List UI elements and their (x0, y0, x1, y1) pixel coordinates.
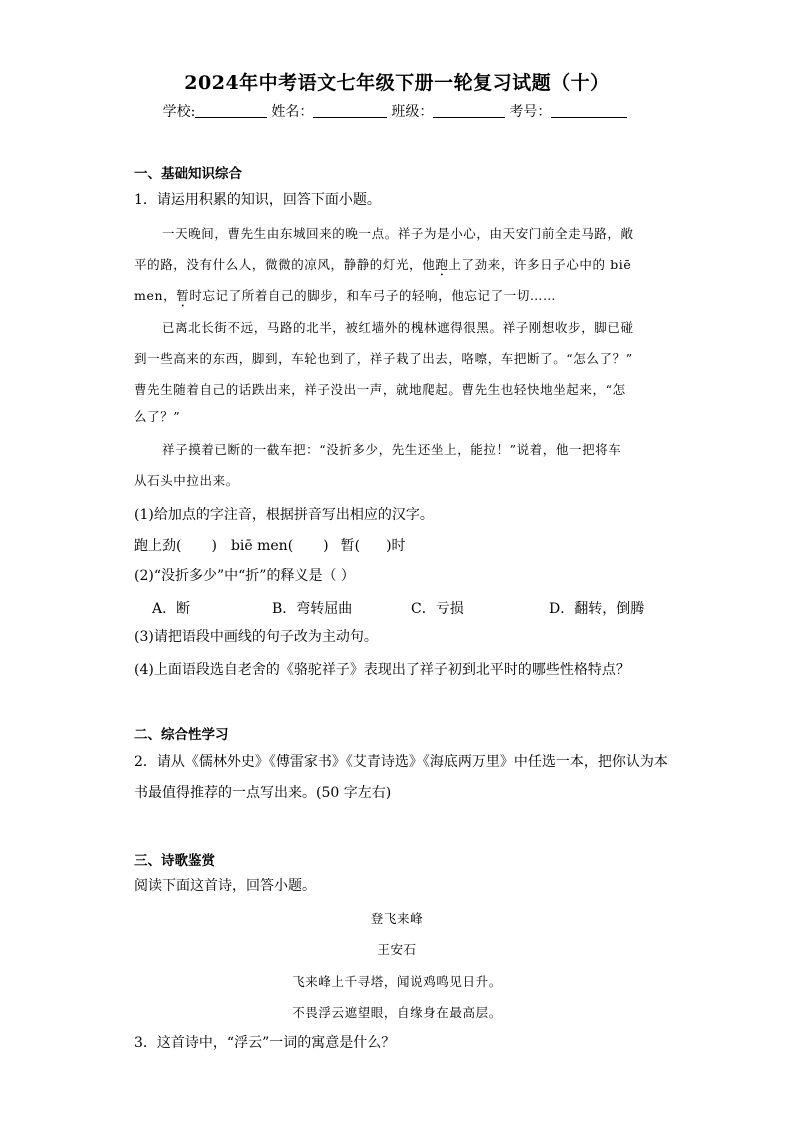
poem-line: 不畏浮云遮望眼，自缘身在最高层。 (292, 1005, 502, 1020)
section-heading-1: 一、基础知识综合 (134, 166, 242, 182)
fill-in-row (134, 536, 406, 556)
option-c[interactable]: C．亏损 (411, 601, 464, 617)
poem-author: 王安石 (377, 942, 417, 957)
class-blank (433, 103, 505, 118)
option-d[interactable]: D．翻转，倒腾 (549, 601, 645, 617)
student-info-line (0, 101, 794, 121)
fill-a-close: ) (211, 538, 217, 554)
section-heading-2: 二、综合性学习 (134, 727, 229, 743)
section-heading-3: 三、诗歌鉴赏 (134, 853, 215, 869)
option-a[interactable]: A．断 (152, 601, 191, 617)
fill-a-label: 跑上劲( (134, 538, 182, 554)
fill-b-label: biē men( (230, 538, 294, 554)
passage-line: men，暂时忘记了所着自己的脚步，和车弓子的轻响，他忘记了一切…… (134, 288, 557, 303)
passage-line: 曹先生随着自己的话跌出来，祥子没出一声，就地爬起。曹先生也轻快地坐起来，“怎 (134, 382, 626, 397)
question-3: 3．这首诗中，“浮云”一词的寓意是什么？ (134, 1035, 396, 1051)
passage-line: 已离北长街不远，马路的北半，被红墙外的槐林遮得很黑。祥子刚想收步，脚已碰 (162, 320, 634, 335)
poem-line: 飞来峰上千寻塔，闻说鸡鸣见日升。 (292, 974, 502, 989)
fill-b-close: ) (323, 538, 329, 554)
school-blank (195, 103, 267, 118)
passage-line: 到一些高来的东西，脚到，车轮也到了，祥子栽了出去，咯嚓，车把断了。“怎么了？” (134, 351, 633, 366)
sub-question-4: (4)上面语段选自老舍的《骆驼祥子》表现出了祥子初到北平时的哪些性格特点？ (134, 662, 630, 678)
poem-intro: 阅读下面这首诗，回答小题。 (134, 878, 316, 894)
poem-title: 登飞来峰 (370, 911, 424, 926)
passage-line: 平的路，没有什么人，微微的凉风，静静的灯光，他跑上了劲来，许多日子心中的 biē (134, 257, 632, 272)
id-label: 考号： (509, 104, 552, 120)
passage-line: 一天晚间，曹先生由东城回来的晚一点。祥子为是小心，由天安门前全走马路，敞 (162, 226, 634, 241)
question-2-line: 2．请从《儒林外史》《傅雷家书》《艾青诗选》《海底两万里》中任选一本，把你认为本 (134, 754, 668, 770)
option-b[interactable]: B．弯转屈曲 (272, 601, 353, 617)
fill-c-close: )时 (386, 538, 406, 554)
passage-line: 么了？” (134, 409, 181, 424)
page-title: 2024年中考语文七年级下册一轮复习试题（十） (184, 72, 610, 94)
name-blank (313, 103, 387, 118)
sub-question-1: (1)给加点的字注音，根据拼音写出相应的汉字。 (134, 507, 434, 523)
passage-line: 从石头中拉出来。 (134, 473, 239, 488)
question-1-stem: 1．请运用积累的知识，回答下面小题。 (134, 192, 381, 208)
name-label: 姓名： (271, 104, 314, 120)
sub-question-3: (3)请把语段中画线的句子改为主动句。 (134, 629, 378, 645)
school-label: 学校: (162, 104, 196, 120)
class-label: 班级： (391, 104, 434, 120)
passage-line: 祥子摸着已断的一截车把：“没折多少，先生还坐上，能拉！”说着，他一把将车 (162, 442, 622, 457)
fill-c-label: 暂( (340, 538, 361, 554)
question-2-line: 书最值得推荐的一点写出来。(50 字左右) (134, 785, 392, 801)
sub-question-2: (2)“没折多少”中“折”的释义是（ ） (134, 568, 355, 584)
id-blank (551, 103, 627, 118)
